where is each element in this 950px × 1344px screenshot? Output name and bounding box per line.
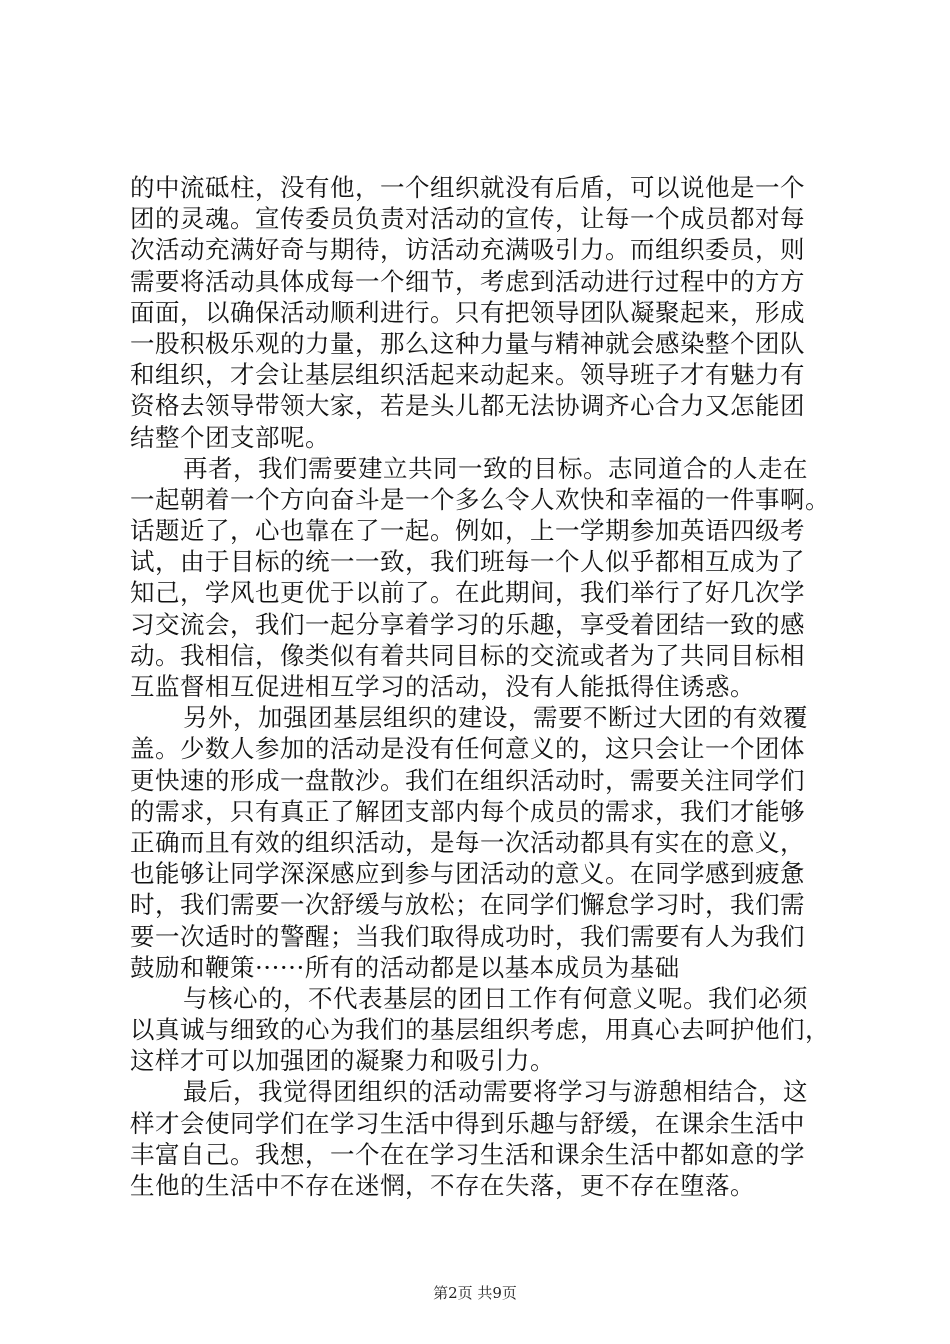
text-line: 鼓励和鞭策······所有的活动都是以基本成员为基础 <box>130 952 680 982</box>
text-line: 话题近了，心也靠在了一起。例如，上一学期参加英语四级考 <box>130 516 805 546</box>
text-line: 以真诚与细致的心为我们的基层组织考虑，用真心去呵护他们， <box>130 1015 830 1045</box>
text-line: 时，我们需要一次舒缓与放松；在同学们懈怠学习时，我们需 <box>130 890 805 920</box>
text-line: 再者，我们需要建立共同一致的目标。志同道合的人走在 <box>183 453 808 483</box>
text-line: 一股积极乐观的力量，那么这种力量与精神就会感染整个团队 <box>130 328 805 358</box>
text-line: 团的灵魂。宣传委员负责对活动的宣传，让每一个成员都对每 <box>130 204 805 234</box>
text-line: 也能够让同学深深感应到参与团活动的意义。在同学感到疲惫 <box>130 859 805 889</box>
document-body <box>130 172 830 1201</box>
text-line: 习交流会，我们一起分享着学习的乐趣，享受着团结一致的感 <box>130 609 805 639</box>
text-line: 知己，学风也更优于以前了。在此期间，我们举行了好几次学 <box>130 578 805 608</box>
text-line: 样才会使同学们在学习生活中得到乐趣与舒缓，在课余生活中 <box>130 1108 805 1138</box>
text-line: 试，由于目标的统一一致，我们班每一个人似乎都相互成为了 <box>130 547 805 577</box>
text-line: 丰富自己。我想，一个在在学习生活和课余生活中都如意的学 <box>130 1139 805 1169</box>
text-line: 另外，加强团基层组织的建设，需要不断过大团的有效覆 <box>183 703 808 733</box>
text-line: 的需求，只有真正了解团支部内每个成员的需求，我们才能够 <box>130 796 805 826</box>
page-footer: 第2页 共9页 <box>433 1284 517 1302</box>
text-line: 与核心的，不代表基层的团日工作有何意义呢。我们必须 <box>183 983 808 1013</box>
text-line: 次活动充满好奇与期待，访活动充满吸引力。而组织委员，则 <box>130 235 805 265</box>
text-line: 这样才可以加强团的凝聚力和吸引力。 <box>130 1046 555 1076</box>
text-line: 正确而且有效的组织活动，是每一次活动都具有实在的意义， <box>130 827 805 857</box>
text-line: 面面，以确保活动顺利进行。只有把领导团队凝聚起来，形成 <box>130 297 805 327</box>
text-line: 动。我相信，像类似有着共同目标的交流或者为了共同目标相 <box>130 640 805 670</box>
text-line: 更快速的形成一盘散沙。我们在组织活动时，需要关注同学们 <box>130 765 805 795</box>
text-line: 互监督相互促进相互学习的活动，没有人能抵得住诱惑。 <box>130 672 755 701</box>
text-line: 一起朝着一个方向奋斗是一个多么令人欢快和幸福的一件事啊。 <box>130 484 830 514</box>
text-line: 资格去领导带领大家，若是头儿都无法协调齐心合力又怎能团 <box>130 391 805 421</box>
text-line: 和组织，才会让基层组织活起来动起来。领导班子才有魅力有 <box>130 360 805 390</box>
text-line: 生他的生活中不存在迷惘，不存在失落，更不存在堕落。 <box>130 1171 755 1200</box>
text-line: 最后，我觉得团组织的活动需要将学习与游憩相结合，这 <box>183 1077 808 1107</box>
text-line: 要一次适时的警醒；当我们取得成功时，我们需要有人为我们 <box>130 921 805 951</box>
text-line: 盖。少数人参加的活动是没有任何意义的，这只会让一个团体 <box>130 734 805 764</box>
text-line: 结整个团支部呢。 <box>130 422 330 452</box>
text-line: 需要将活动具体成每一个细节，考虑到活动进行过程中的方方 <box>130 266 805 296</box>
text-line: 的中流砥柱，没有他，一个组织就没有后盾，可以说他是一个 <box>130 173 805 202</box>
